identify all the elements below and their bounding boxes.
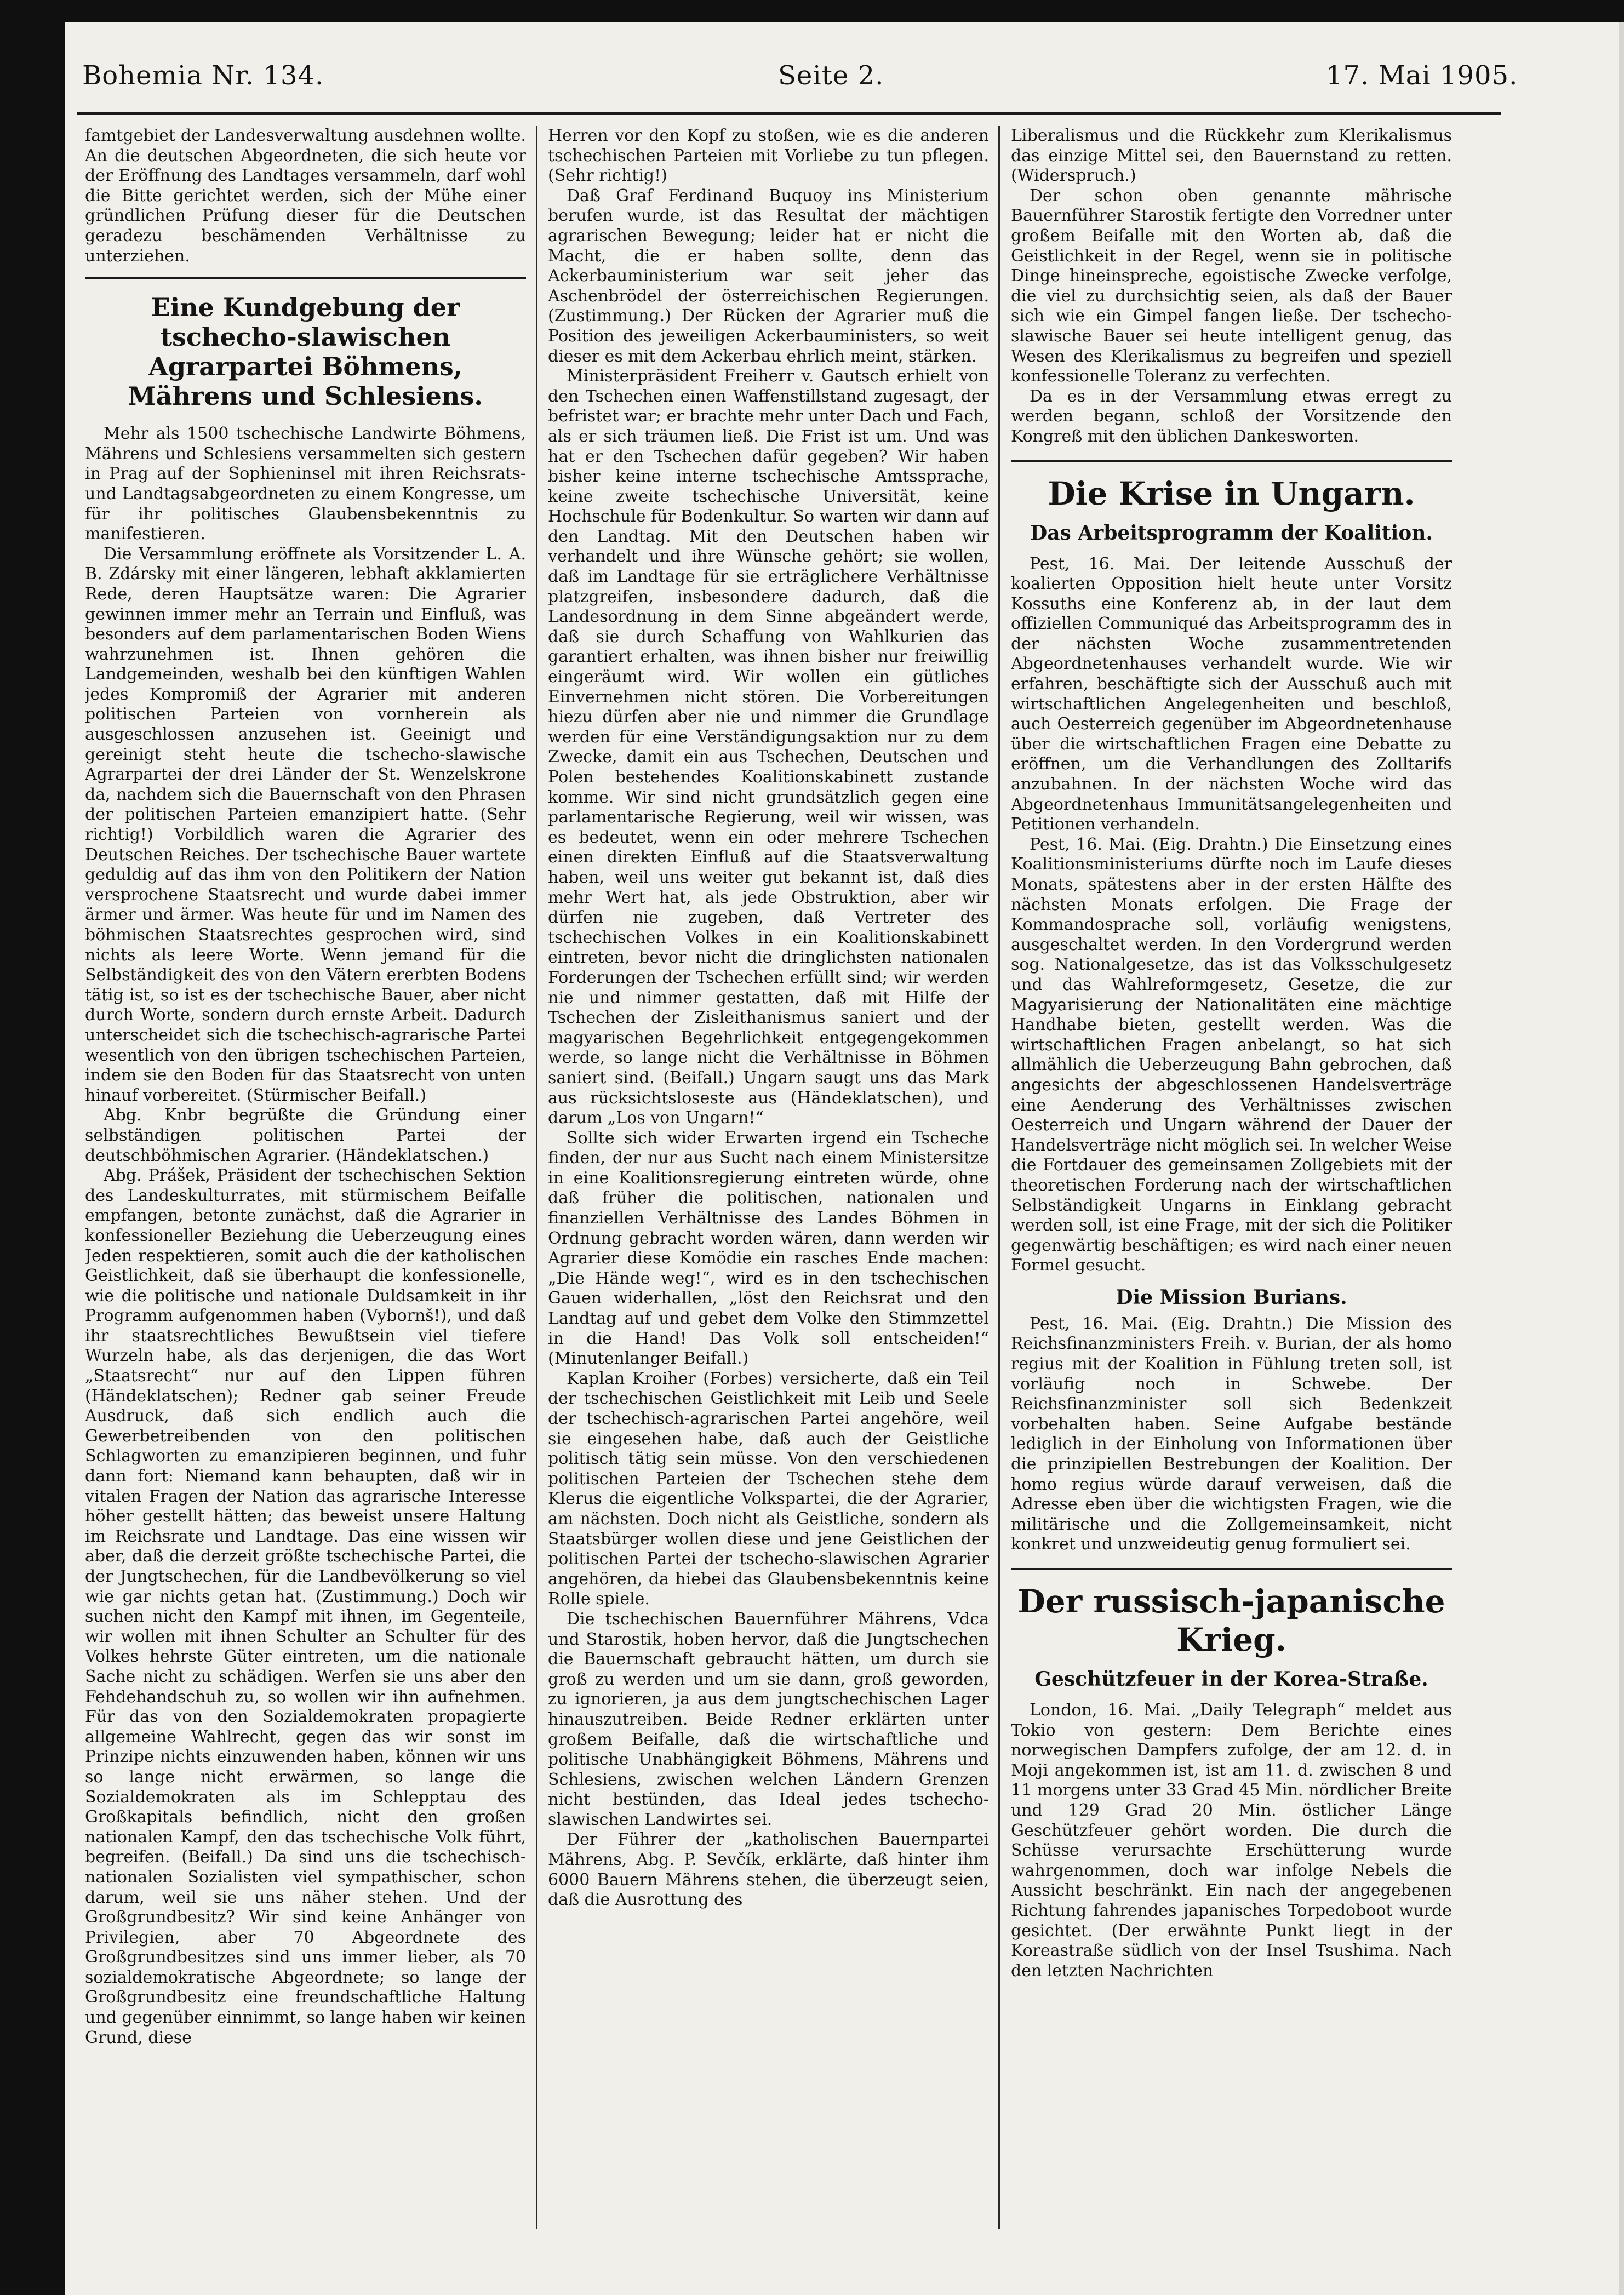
paragraph: Der schon oben genannte mährische Bauernführer Starostik fertigte den Vorredner unter großem Beifalle mit den Worten ab, daß die Geistlichkeit in der Regel, wenn sie in politische Dinge hineinspreche, egoistische Zwecke verfolge, die viel zu durchsichtig seien, als daß der Bauer sich wie ein Gimpel fangen ließe. Der tschecho-slawische Bauer sei heute intelligent genug, das Wesen des Klerikalismus zu begreifen und speziell konfessionelle Toleranz zu verfechten. xyxy=(1011,186,1452,386)
paragraph: Der Führer der „katholischen Bauernpartei Mährens, Abg. P. Sevčík, erklärte, daß hinter ihm 6000 Bauern Mährens stehen, die überzeugt seien, daß die Ausrottung des xyxy=(548,1830,989,1910)
paragraph: Die Versammlung eröffnete als Vorsitzender L. A. B. Zdársky mit einer längeren, lebhaft akklamierten Rede, deren Hauptsätze waren: Die Agrarier gewinnen immer mehr an Terrain und Einfluß, was besonders auf dem parlamentarischen Boden Wiens wahrzunehmen ist. Ihnen gehören die Landgemeinden, weshalb bei den künftigen Wahlen jedes Kompromiß der Agrarier mit anderen politischen Parteien von vornherein als ausgeschlossen anzusehen ist. Geeinigt und gereinigt steht heute die tschecho-slawische Agrarpartei der drei Länder der St. Wenzelskrone da, nachdem sich die Bauernschaft von den Phrasen der politischen Parteien emanzipiert hatte. (Sehr richtig!) Vorbildlich waren die Agrarier des Deutschen Reiches. Der tschechische Bauer wartete geduldig auf das ihm von den Politikern der Nation versprochene Staatsrecht und wurde dabei immer ärmer und ärmer. Was heute für und im Namen des böhmischen Staatsrechtes gesprochen wird, sind nichts als leere Worte. Wenn jemand für die Selbständigkeit des von den Vätern ererbten Bodens tätig ist, so ist es der tschechische Bauer, aber nicht durch Worte, sondern durch ernste Arbeit. Dadurch unterscheidet sich die tschechisch-agrarische Partei wesentlich von den übrigen tschechischen Parteien, indem sie den Boden für das Staatsrecht von unten hinauf vorbereitet. (Stürmischer Beifall.) xyxy=(85,544,526,1105)
section-headline-hungary: Die Krise in Ungarn. xyxy=(1011,460,1452,513)
subheadline-program: Das Arbeitsprogramm der Koalition. xyxy=(1030,521,1433,545)
column-3 xyxy=(1011,126,1452,2232)
subheadline-mission: Die Mission Burians. xyxy=(1116,1285,1347,1309)
section-headline-war: Der russisch-japanische Krieg. xyxy=(1011,1568,1452,1659)
paragraph: Liberalismus und die Rückkehr zum Klerikalismus das einzige Mittel sei, den Bauernstand zu retten. (Widerspruch.) xyxy=(1011,126,1452,186)
paragraph: Daß Graf Ferdinand Buquoy ins Ministerium berufen wurde, ist das Resultat der mächtigen agrarischen Bewegung; leider hat er nicht die Macht, die er haben sollte, denn das Ackerbauministerium war seit jeher das Aschenbrödel der österreichischen Regierungen. (Zustimmung.) Der Rücken der Agrarier muß die Position des jeweiligen Ackerbauministers, so weit dieser es mit dem Ackerbau ehrlich meint, stärken. xyxy=(548,186,989,366)
page-number: Seite 2. xyxy=(778,60,884,91)
paragraph: Da es in der Versammlung etwas erregt zu werden begann, schloß der Vorsitzende den Kongreß mit den üblichen Dankesworten. xyxy=(1011,386,1452,446)
article-continuation: famtgebiet der Landesverwaltung ausdehnen wollte. An die deutschen Abgeordneten, die sich heute vor der Eröffnung des Landtages versammeln, darf wohl die Bitte gerichtet werden, sich der Mühe einer gründlichen Prüfung dieser für die Deutschen geradezu beschämenden Verhältnisse zu unterziehen. xyxy=(85,126,526,266)
paragraph: Herren vor den Kopf zu stoßen, wie es die anderen tschechischen Parteien mit Vorliebe zu tun pflegen. (Sehr richtig!) xyxy=(548,126,989,186)
page-edge xyxy=(1619,22,1624,2295)
column-1 xyxy=(85,126,526,2232)
article-headline: Eine Kundgebung der tschecho-slawischen Agrarpartei Böhmens, Mährens und Schlesiens. xyxy=(85,277,526,411)
column-divider xyxy=(998,126,1000,2229)
paragraph: Sollte sich wider Erwarten irgend ein Tscheche finden, der nur aus Sucht nach einem Ministersitze in eine Koalitionsregierung eintreten würde, ohne daß früher die politischen, nationalen und finanziellen Verhältnisse des Landes Böhmen in Ordnung gebracht worden wären, dann werden wir Agrarier diese Komödie ein rasches Ende machen: „Die Hände weg!“, wird es in den tschechischen Gauen widerhallen, „löst den Reichsrat und den Landtag auf und gebet dem Volke den Stimmzettel in die Hand! Das Volk soll entscheiden!“ (Minutenlanger Beifall.) xyxy=(548,1128,989,1369)
masthead-issue: Bohemia Nr. 134. xyxy=(82,60,324,91)
paragraph: Abg. Knbr begrüßte die Gründung einer selbständigen politischen Partei der deutschböhmischen Agrarier. (Händeklatschen.) xyxy=(85,1106,526,1165)
paragraph: Pest, 16. Mai. Der leitende Ausschuß der koalierten Opposition hielt heute unter Vorsitz Kossuths eine Konferenz ab, in der laut dem offiziellen Communiqué das Arbeitsprogramm des in der nächsten Woche zusammentretenden Abgeordnetenhauses verhandelt wurde. Wie wir erfahren, beschäftigte sich der Ausschuß auch mit wirtschaftlichen Angelegenheiten und beschloß, auch Oesterreich gegenüber im Abgeordnetenhause über die wirtschaftlichen Fragen eine Debatte zu eröffnen, um die Verhandlungen des Zolltarifs anzubahnen. In der nächsten Woche wird das Abgeordnetenhaus Immunitätsangelegenheiten und Petitionen verhandeln. xyxy=(1011,554,1452,834)
paragraph: Ministerpräsident Freiherr v. Gautsch erhielt von den Tschechen einen Waffenstillstand zugesagt, der befristet war; er brachte mehr unter Dach und Fach, als er sich träumen ließ. Die Frist ist um. Und was hat er den Tschechen dafür gegeben? Wir haben bisher keine interne tschechische Amtssprache, keine zweite tschechische Universität, keine Hochschule für Bodenkultur. So warten wir dann auf den Landtag. Mit den Deutschen haben wir verhandelt und ihre Wünsche gehört; sie wollen, daß im Landtage für sie erträglichere Verhältnisse platzgreifen, insbesondere dadurch, daß die Landesordnung in dem Sinne abgeändert werde, daß sie durch Schaffung von Wahlkurien das garantiert erhalten, was ihnen bisher nur freiwillig eingeräumt wird. Wir wollen ein gütliches Einvernehmen nicht stören. Die Vorbereitungen hiezu dürfen aber nie und nimmer die Grundlage werden für eine Verständigungsaktion nur zu dem Zwecke, damit ein aus Tschechen, Deutschen und Polen bestehendes Koalitionskabinett zustande komme. Wir sind nicht grundsätzlich gegen eine parlamentarische Regierung, weil wir wissen, was es bedeutet, wenn ein oder mehrere Tschechen einen direkten Einfluß auf die Staatsverwaltung haben, weil uns weiter gut bekannt ist, daß dies mehr Wert hat, als jede Obstruktion, aber wir dürfen nie zugeben, daß Vertreter des tschechischen Volkes in ein Koalitionskabinett eintreten, bevor nicht die dringlichsten nationalen Forderungen der Tschechen erfüllt sind; wir werden nie und nimmer gestatten, daß mit Hilfe der Tschechen der Zisleithanismus saniert und der magyarischen Begehrlichkeit entgegengekommen werde, so lange nicht die Verhältnisse in Böhmen saniert sind. (Beifall.) Ungarn saugt uns das Mark aus rücksichtsloseste aus (Händeklatschen), und darum „Los von Ungarn!“ xyxy=(548,367,989,1128)
paragraph: Kaplan Kroiher (Forbes) versicherte, daß ein Teil der tschechischen Geistlichkeit mit Leib und Seele der tschechisch-agrarischen Partei angehöre, weil sie eingesehen habe, daß auch der Geistliche politisch tätig sein müsse. Von den verschiedenen politischen Parteien der Tschechen stehe dem Klerus die eigentliche Volkspartei, die der Agrarier, am nächsten. Doch nicht als Geistliche, sondern als Staatsbürger wollen diese und jene Geistlichen der politischen Partei der tschecho-slawischen Agrarier angehören, da hiebei das Glaubensbekenntnis keine Rolle spiele. xyxy=(548,1369,989,1609)
paragraph: Mehr als 1500 tschechische Landwirte Böhmens, Mährens und Schlesiens versammelten sich gestern in Prag auf der Sophieninsel mit ihren Reichsrats- und Landtagsabgeordneten zu einem Kongresse, um für ihr politisches Glaubensbekenntnis zu manifestieren. xyxy=(85,424,526,544)
paragraph: Pest, 16. Mai. (Eig. Drahtn.) Die Einsetzung eines Koalitionsministeriums dürfte noch im Laufe dieses Monats, spätestens aber in der ersten Hälfte des nächsten Monats erfolgen. Die Frage der Kommandosprache soll, vorläufig wenigstens, ausgeschaltet werden. In den Vordergrund werden sog. Nationalgesetze, das ist das Volksschulgesetz und das Wahlreformgesetz, Gesetze, die zur Magyarisierung der Nationalitäten eine mächtige Handhabe bieten, gestellt werden. Was die wirtschaftlichen Fragen anbelangt, so hat sich allmählich die Ueberzeugung Bahn gebrochen, daß angesichts der abgeschlossenen Handelsverträge eine Aenderung des Verhältnisses zwischen Oesterreich und Ungarn während der Dauer der Handelsverträge nicht möglich sei. In welcher Weise die Fortdauer des gemeinsamen Zollgebiets mit der theoretischen Forderung nach der wirtschaftlichen Selbständigkeit Ungarns in Einklang gebracht werden soll, ist eine Frage, mit der sich die Politiker gegenwärtig beschäftigen; es wird nach einer neuen Formel gesucht. xyxy=(1011,834,1452,1275)
subheadline-korea: Geschützfeuer in der Korea-Straße. xyxy=(1034,1668,1428,1691)
column-divider xyxy=(536,126,537,2229)
header-rule xyxy=(77,112,1501,115)
paragraph: Die tschechischen Bauernführer Mährens, Vdca und Starostik, hoben hervor, daß die Jungtschechen die Bauernschaft gebraucht hätten, um durch sie groß zu werden und um sie dann, groß geworden, zu ignorieren, ja aus dem jungtschechischen Lager hinauszutreiben. Beide Redner erklärten unter großem Beifalle, daß die wirtschaftliche und politische Unabhängigkeit Böhmens, Mährens und Schlesiens, zwischen welchen Ländern Grenzen nicht bestünden, das Ideal jedes tschecho-slawischen Landwirtes sei. xyxy=(548,1609,989,1829)
issue-date: 17. Mai 1905. xyxy=(1326,60,1518,91)
column-2 xyxy=(548,126,989,2232)
paragraph: Abg. Prášek, Präsident der tschechischen Sektion des Landeskulturrates, mit stürmischem Beifalle empfangen, betonte zunächst, daß die Agrarier in konfessioneller Beziehung die Ueberzeugung eines Jeden respektieren, somit auch die der katholischen Geistlichkeit, daß sie überhaupt die konfessionelle, wie die politische und nationale Duldsamkeit in ihr Programm aufgenommen haben (Vybornš!), und daß ihr staatsrechtliches Bewußtsein viel tiefere Wurzeln habe, als das derjenigen, die das Wort „Staatsrecht“ nur auf den Lippen führen (Händeklatschen); Redner gab seiner Freude Ausdruck, daß sich endlich auch die Gewerbetreibenden von den politischen Schlagworten zu emanzipieren beginnen, und fuhr dann fort: Niemand kann behaupten, daß wir in vitalen Fragen der Nation das agrarische Interesse höher gestellt hätten; das beweist unsere Haltung im Reichsrate und Landtage. Das eine wissen wir aber, daß die derzeit größte tschechische Partei, die der Jungtschechen, für die Landbevölkerung so viel wie gar nichts getan hat. (Zustimmung.) Doch wir suchen nicht den Kampf mit ihnen, im Gegenteile, wir wollen mit ihnen Schulter an Schulter für des Volkes hehrste Güter eintreten, um die nationale Sache nicht zu schädigen. Werfen sie uns aber den Fehdehandschuh zu, so wollen wir ihn aufnehmen. Für das von den Sozialdemokraten propagierte allgemeine Wahlrecht, gegen das wir sonst im Prinzipe nichts einzuwenden haben, können wir uns so lange nicht erwärmen, so lange die Sozialdemokraten als im Schlepptau des Großkapitals befindlich, nicht den großen nationalen Kampf, den das tschechische Volk führt, begreifen. (Beifall.) Da sind uns die tschechisch-nationalen Sozialisten viel sympathischer, schon darum, weil sie uns näher stehen. Und der Großgrundbesitz? Wir sind keine Anhänger von Privilegien, aber 70 Abgeordnete des Großgrundbesitzes sind uns immer lieber, als 70 sozialdemokratische Abgeordnete; so lange der Großgrundbesitz eine freundschaftliche Haltung und gegenüber einnimmt, so lange haben wir keinen Grund, diese xyxy=(85,1166,526,2047)
paragraph: London, 16. Mai. „Daily Telegraph“ meldet aus Tokio von gestern: Dem Berichte eines norwegischen Dampfers zufolge, der am 12. d. in Moji angekommen ist, ist am 11. d. zwischen 8 und 11 morgens unter 33 Grad 45 Min. nördlicher Breite und 129 Grad 20 Min. östlicher Länge Geschützfeuer gehört worden. Die durch die Schüsse verursachte Erschütterung wurde wahrgenommen, doch war infolge Nebels die Aussicht beschränkt. Ein nach der angegebenen Richtung fahrendes japanisches Torpedoboot wurde gesichtet. (Der erwähnte Punkt liegt in der Koreastraße südlich von der Insel Tsushima. Nach den letzten Nachrichten xyxy=(1011,1701,1452,1981)
paragraph: Pest, 16. Mai. (Eig. Drahtn.) Die Mission des Reichsfinanzministers Freih. v. Burian, der als homo regius mit der Koalition in Fühlung treten soll, ist vorläufig noch in Schwebe. Der Reichsfinanzminister soll sich Bedenkzeit vorbehalten haben. Seine Aufgabe bestände lediglich in der Einholung von Informationen über die prinzipiellen Bestrebungen der Koalition. Der homo regius würde darauf verweisen, daß die Adresse eben über die wichtigsten Fragen, wie die militärische und die Zollgemeinsamkeit, nicht konkret und unzweideutig genug formuliert sei. xyxy=(1011,1314,1452,1554)
